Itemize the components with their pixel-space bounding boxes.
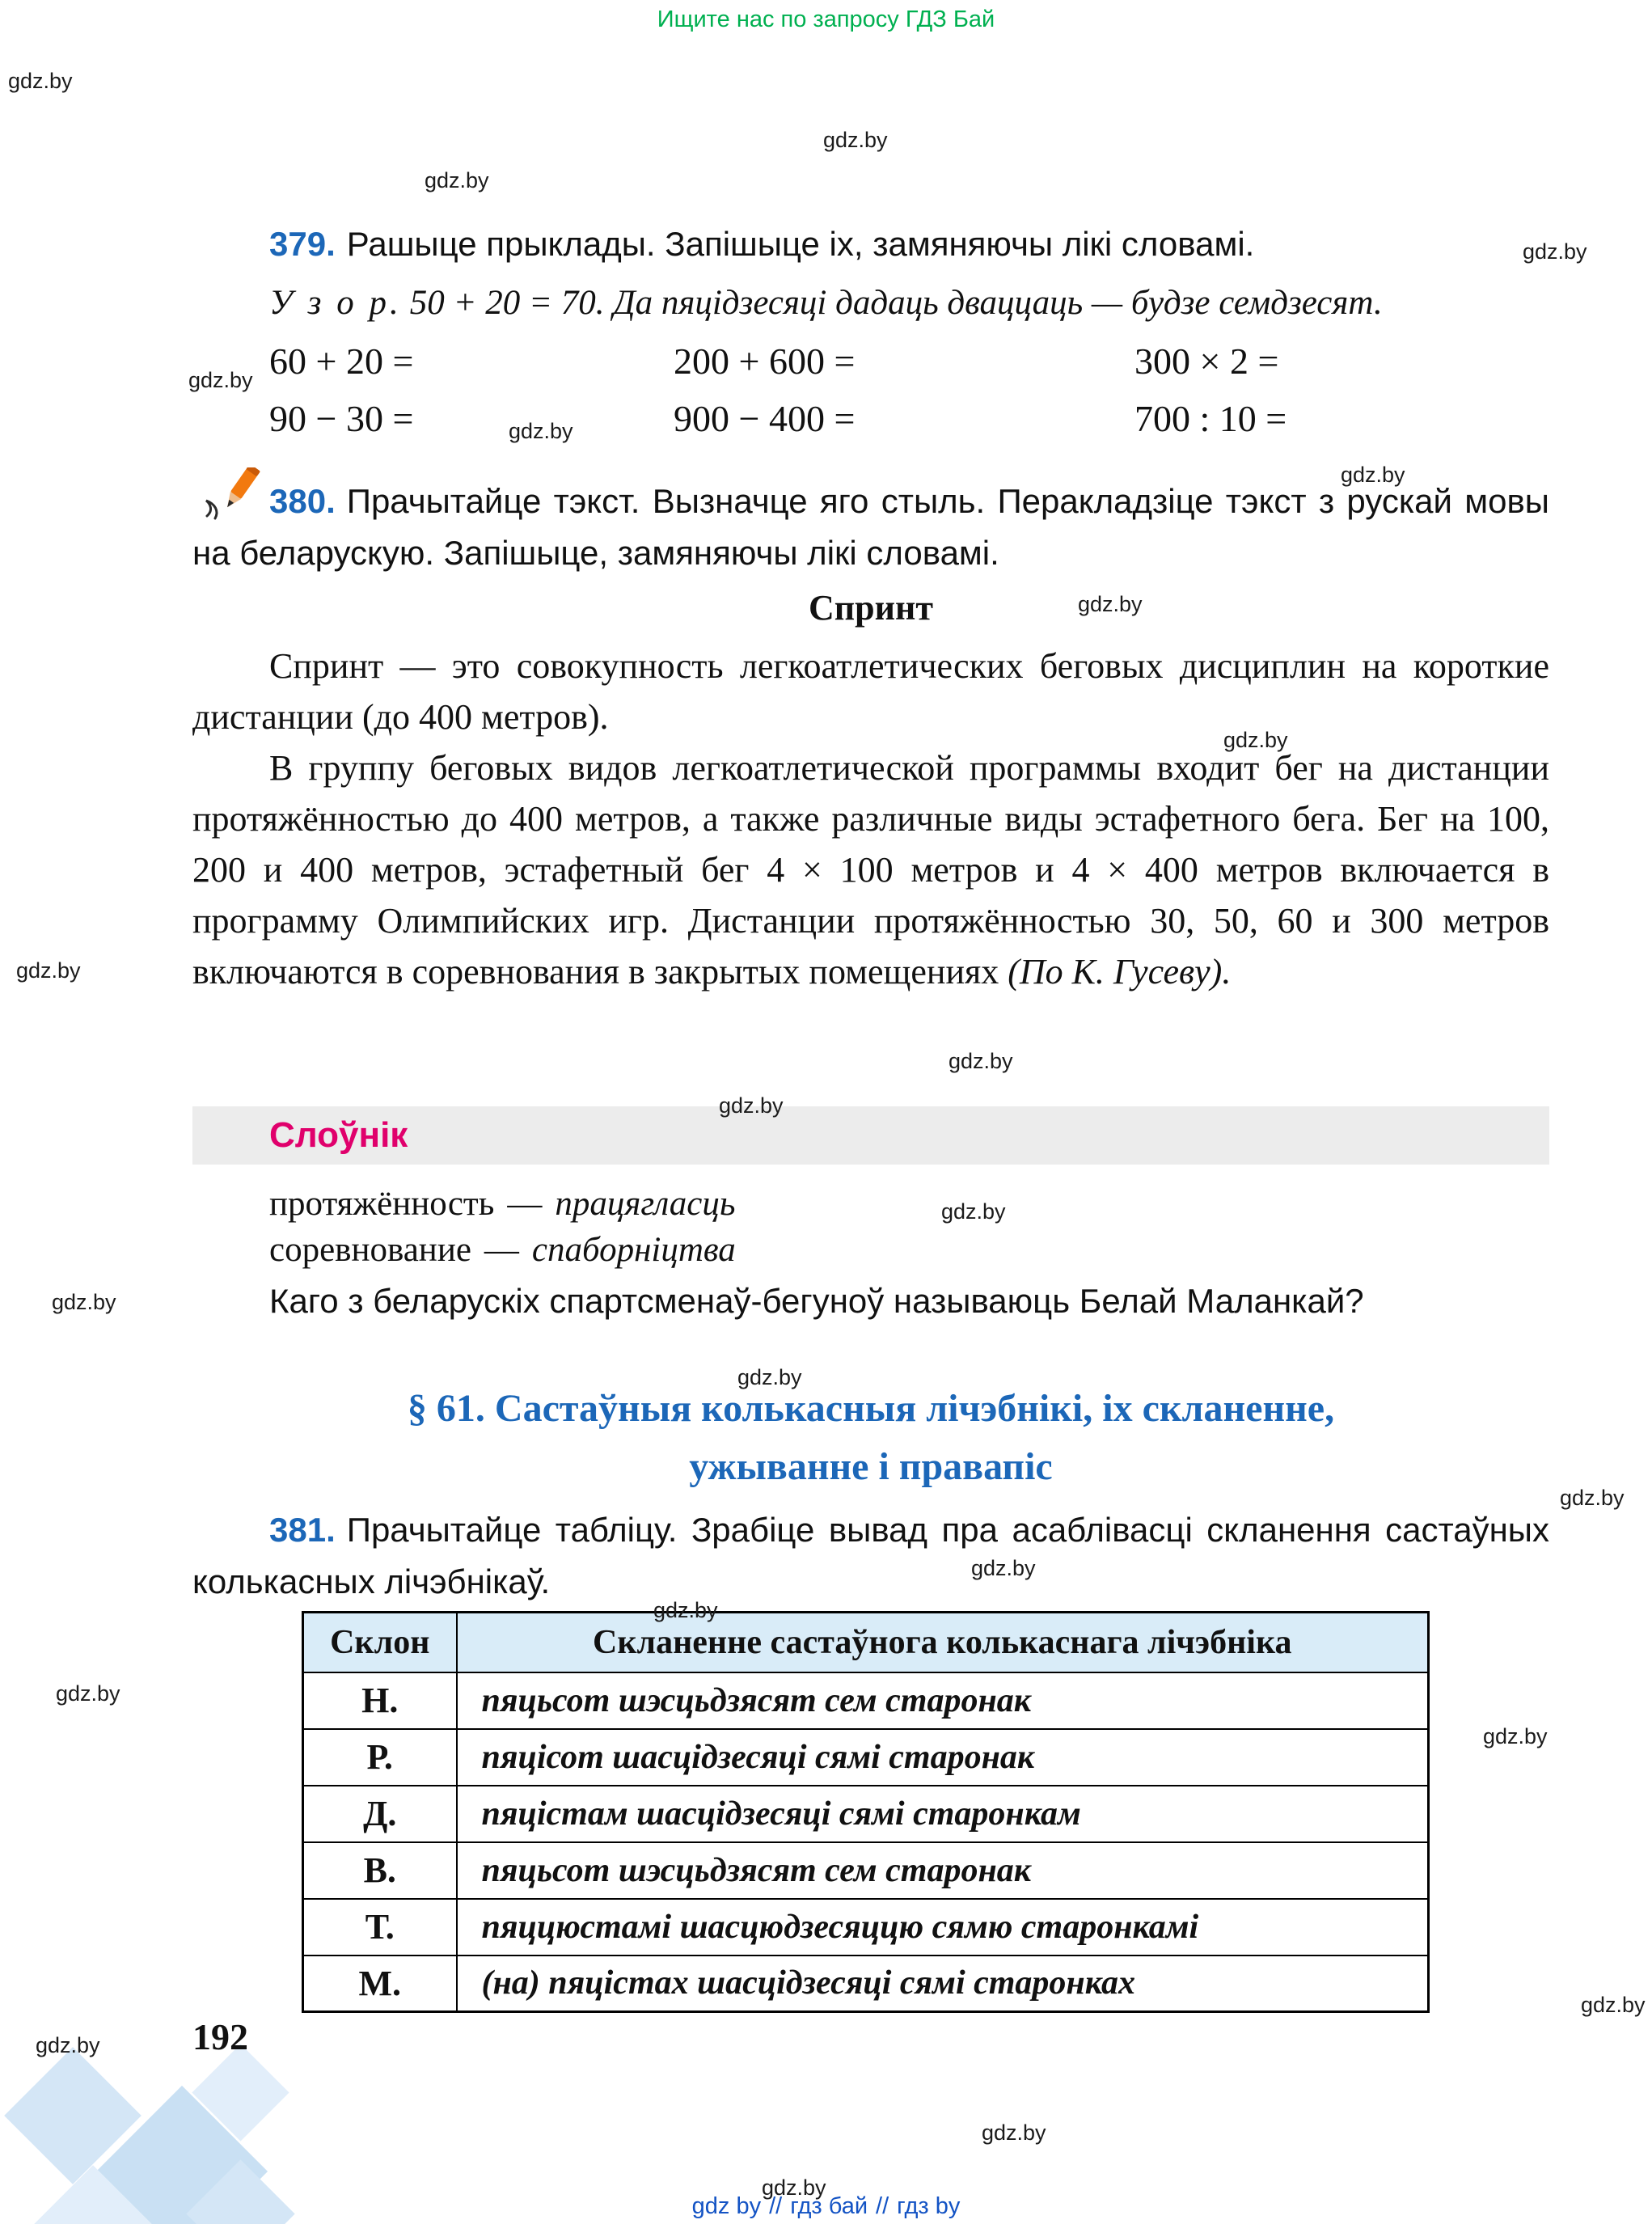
watermark: gdz.by (1523, 239, 1587, 264)
table-row (303, 1899, 1429, 1956)
dictionary-translation: працягласць (555, 1185, 736, 1223)
case-cell: Н. (303, 1672, 457, 1729)
watermark: gdz.by (982, 2120, 1046, 2145)
watermark: gdz.by (1341, 463, 1405, 487)
footer-separator: // (876, 2193, 889, 2219)
form-cell: пяцьсот шэсцьдзясят сем старонак (457, 1842, 1429, 1899)
watermark: gdz.by (36, 2033, 100, 2057)
table-header-row (303, 1613, 1429, 1672)
sprint-paragraph-1: Спринт — это совокупность легкоатлетических беговых дисциплин на короткие дистанции (до 400 метров). (192, 646, 1549, 737)
watermark: gdz.by (188, 368, 253, 392)
math-example: 90 − 30 = (269, 398, 414, 439)
pencil-icon (201, 467, 265, 530)
footer-link-gdz-bai[interactable]: гдз бай (790, 2193, 868, 2219)
footer-link-gdz-by[interactable]: gdz by (691, 2193, 762, 2219)
form-cell: пяццюстамі шасцюдзесяццю сямю старонкамі (457, 1899, 1429, 1956)
exercise-381 (192, 1504, 1549, 1608)
watermark: gdz.by (941, 1199, 1006, 1224)
exercise-379-text: Рашыце прыклады. Запішыце іх, замяняючы лікі словамі. (346, 225, 1255, 263)
form-cell: (на) пяцістах шасцідзесяці сямі старонках (457, 1956, 1429, 2012)
watermark: gdz.by (1223, 728, 1288, 752)
dictionary-word: соревнование (269, 1231, 471, 1269)
question-line: Каго з беларускіх спартсменаў-бегуноў называюць Белай Маланкай? (269, 1282, 1364, 1320)
exercise-379 (192, 218, 1549, 270)
math-example: 200 + 600 = (674, 340, 856, 382)
text-title: Спринт (809, 588, 933, 628)
watermark: gdz.by (1483, 1724, 1548, 1748)
declension-table (302, 1611, 1430, 2013)
dictionary-title: Слоўнік (269, 1115, 408, 1155)
dictionary-band (192, 1106, 1549, 1165)
section-heading-line2: ужыванне і правапіс (689, 1445, 1053, 1488)
exercise-380 (192, 476, 1549, 579)
watermark: gdz.by (56, 1681, 120, 1706)
watermark: gdz.by (737, 1365, 802, 1389)
form-cell: пяцістам шасцідзесяці сямі старонкам (457, 1786, 1429, 1842)
sprint-paragraph-2-text: В группу беговых видов легкоатлетической программы входит бег на дистанции протяжённостью до 400 метров, а также различные виды эстафетного бега. Бег на 100, 200 и 400 метров, эстафетный бег 4 × 100 метров и 4 × 400 метров включается в программу Олимпийских игр. Дистанции протяжённостью 30, 50, 60 и 300 метров включаются в соревнования в закрытых помещениях (192, 748, 1549, 991)
exercise-381-number: 381. (269, 1511, 336, 1549)
sprint-paragraph-2 (192, 742, 1549, 997)
page-number: 192 (192, 2016, 248, 2057)
form-cell: пяцісот шасцідзесяці сямі старонак (457, 1729, 1429, 1786)
exercise-381-text: Прачытайце табліцу. Зрабіце вывад пра асаблівасці скланення састаўных колькасных лічэбнікаў. (192, 1511, 1549, 1600)
watermark: gdz.by (1581, 1993, 1646, 2017)
math-example: 700 : 10 = (1134, 398, 1287, 439)
dash: — (484, 1231, 519, 1269)
footer-links (0, 2193, 1652, 2220)
dictionary-entry (192, 1230, 1549, 1270)
table-row (303, 1842, 1429, 1899)
section-heading (192, 1380, 1549, 1496)
math-examples (269, 340, 1287, 440)
sample-line (192, 283, 1549, 323)
attribution: (По К. Гусеву). (1008, 952, 1232, 991)
table-header-form: Скланенне састаўнога колькаснага лічэбніка (457, 1613, 1429, 1672)
watermark: gdz.by (971, 1556, 1036, 1580)
watermark: gdz.by (52, 1290, 116, 1314)
footer-link-gdz-by-2[interactable]: гдз by (897, 2193, 961, 2219)
case-cell: В. (303, 1842, 457, 1899)
table-row (303, 1729, 1429, 1786)
exercise-380-number: 380. (269, 482, 336, 520)
watermark: gdz.by (16, 958, 81, 983)
watermark: gdz.by (1078, 592, 1143, 616)
case-cell: Д. (303, 1786, 457, 1842)
watermark: gdz.by (653, 1598, 718, 1622)
dictionary-entry (192, 1184, 1549, 1224)
case-cell: Т. (303, 1899, 457, 1956)
watermark: gdz.by (719, 1093, 784, 1118)
case-cell: М. (303, 1956, 457, 2012)
sample-label: У з о р. (269, 284, 402, 322)
watermark: gdz.by (823, 128, 888, 152)
case-cell: Р. (303, 1729, 457, 1786)
math-example: 60 + 20 = (269, 340, 414, 382)
watermark: gdz.by (1560, 1486, 1625, 1510)
math-example: 300 × 2 = (1134, 340, 1279, 382)
watermark: gdz.by (425, 168, 489, 192)
dictionary-translation: спаборніцтва (531, 1231, 736, 1269)
footer-separator: // (769, 2193, 783, 2219)
section-heading-line1: § 61. Састаўныя колькасныя лічэбнікі, іх скланенне, (407, 1387, 1335, 1430)
math-example: 900 − 400 = (674, 398, 856, 439)
table-header-case: Склон (303, 1613, 457, 1672)
table-row (303, 1786, 1429, 1842)
top-banner: Ищите нас по запросу ГДЗ Бай (657, 6, 995, 32)
watermark: gdz.by (8, 69, 73, 93)
exercise-380-text: Прачытайце тэкст. Вызначце яго стыль. Перакладзіце тэкст з рускай мовы на беларускую. Запішыце, замяняючы лікі словамі. (192, 482, 1549, 572)
sample-text: 50 + 20 = 70. Да пяцідзесяці дадаць дваццаць — будзе семдзесят. (409, 284, 1383, 322)
table-row (303, 1672, 1429, 1729)
watermark: gdz.by (509, 419, 573, 443)
watermark: gdz.by (762, 2175, 826, 2200)
dash: — (507, 1185, 543, 1223)
watermark: gdz.by (949, 1049, 1013, 1073)
exercise-379-number: 379. (269, 225, 336, 263)
form-cell: пяцьсот шэсцьдзясят сем старонак (457, 1672, 1429, 1729)
table-row (303, 1956, 1429, 2012)
dictionary-word: протяжённость (269, 1185, 495, 1223)
